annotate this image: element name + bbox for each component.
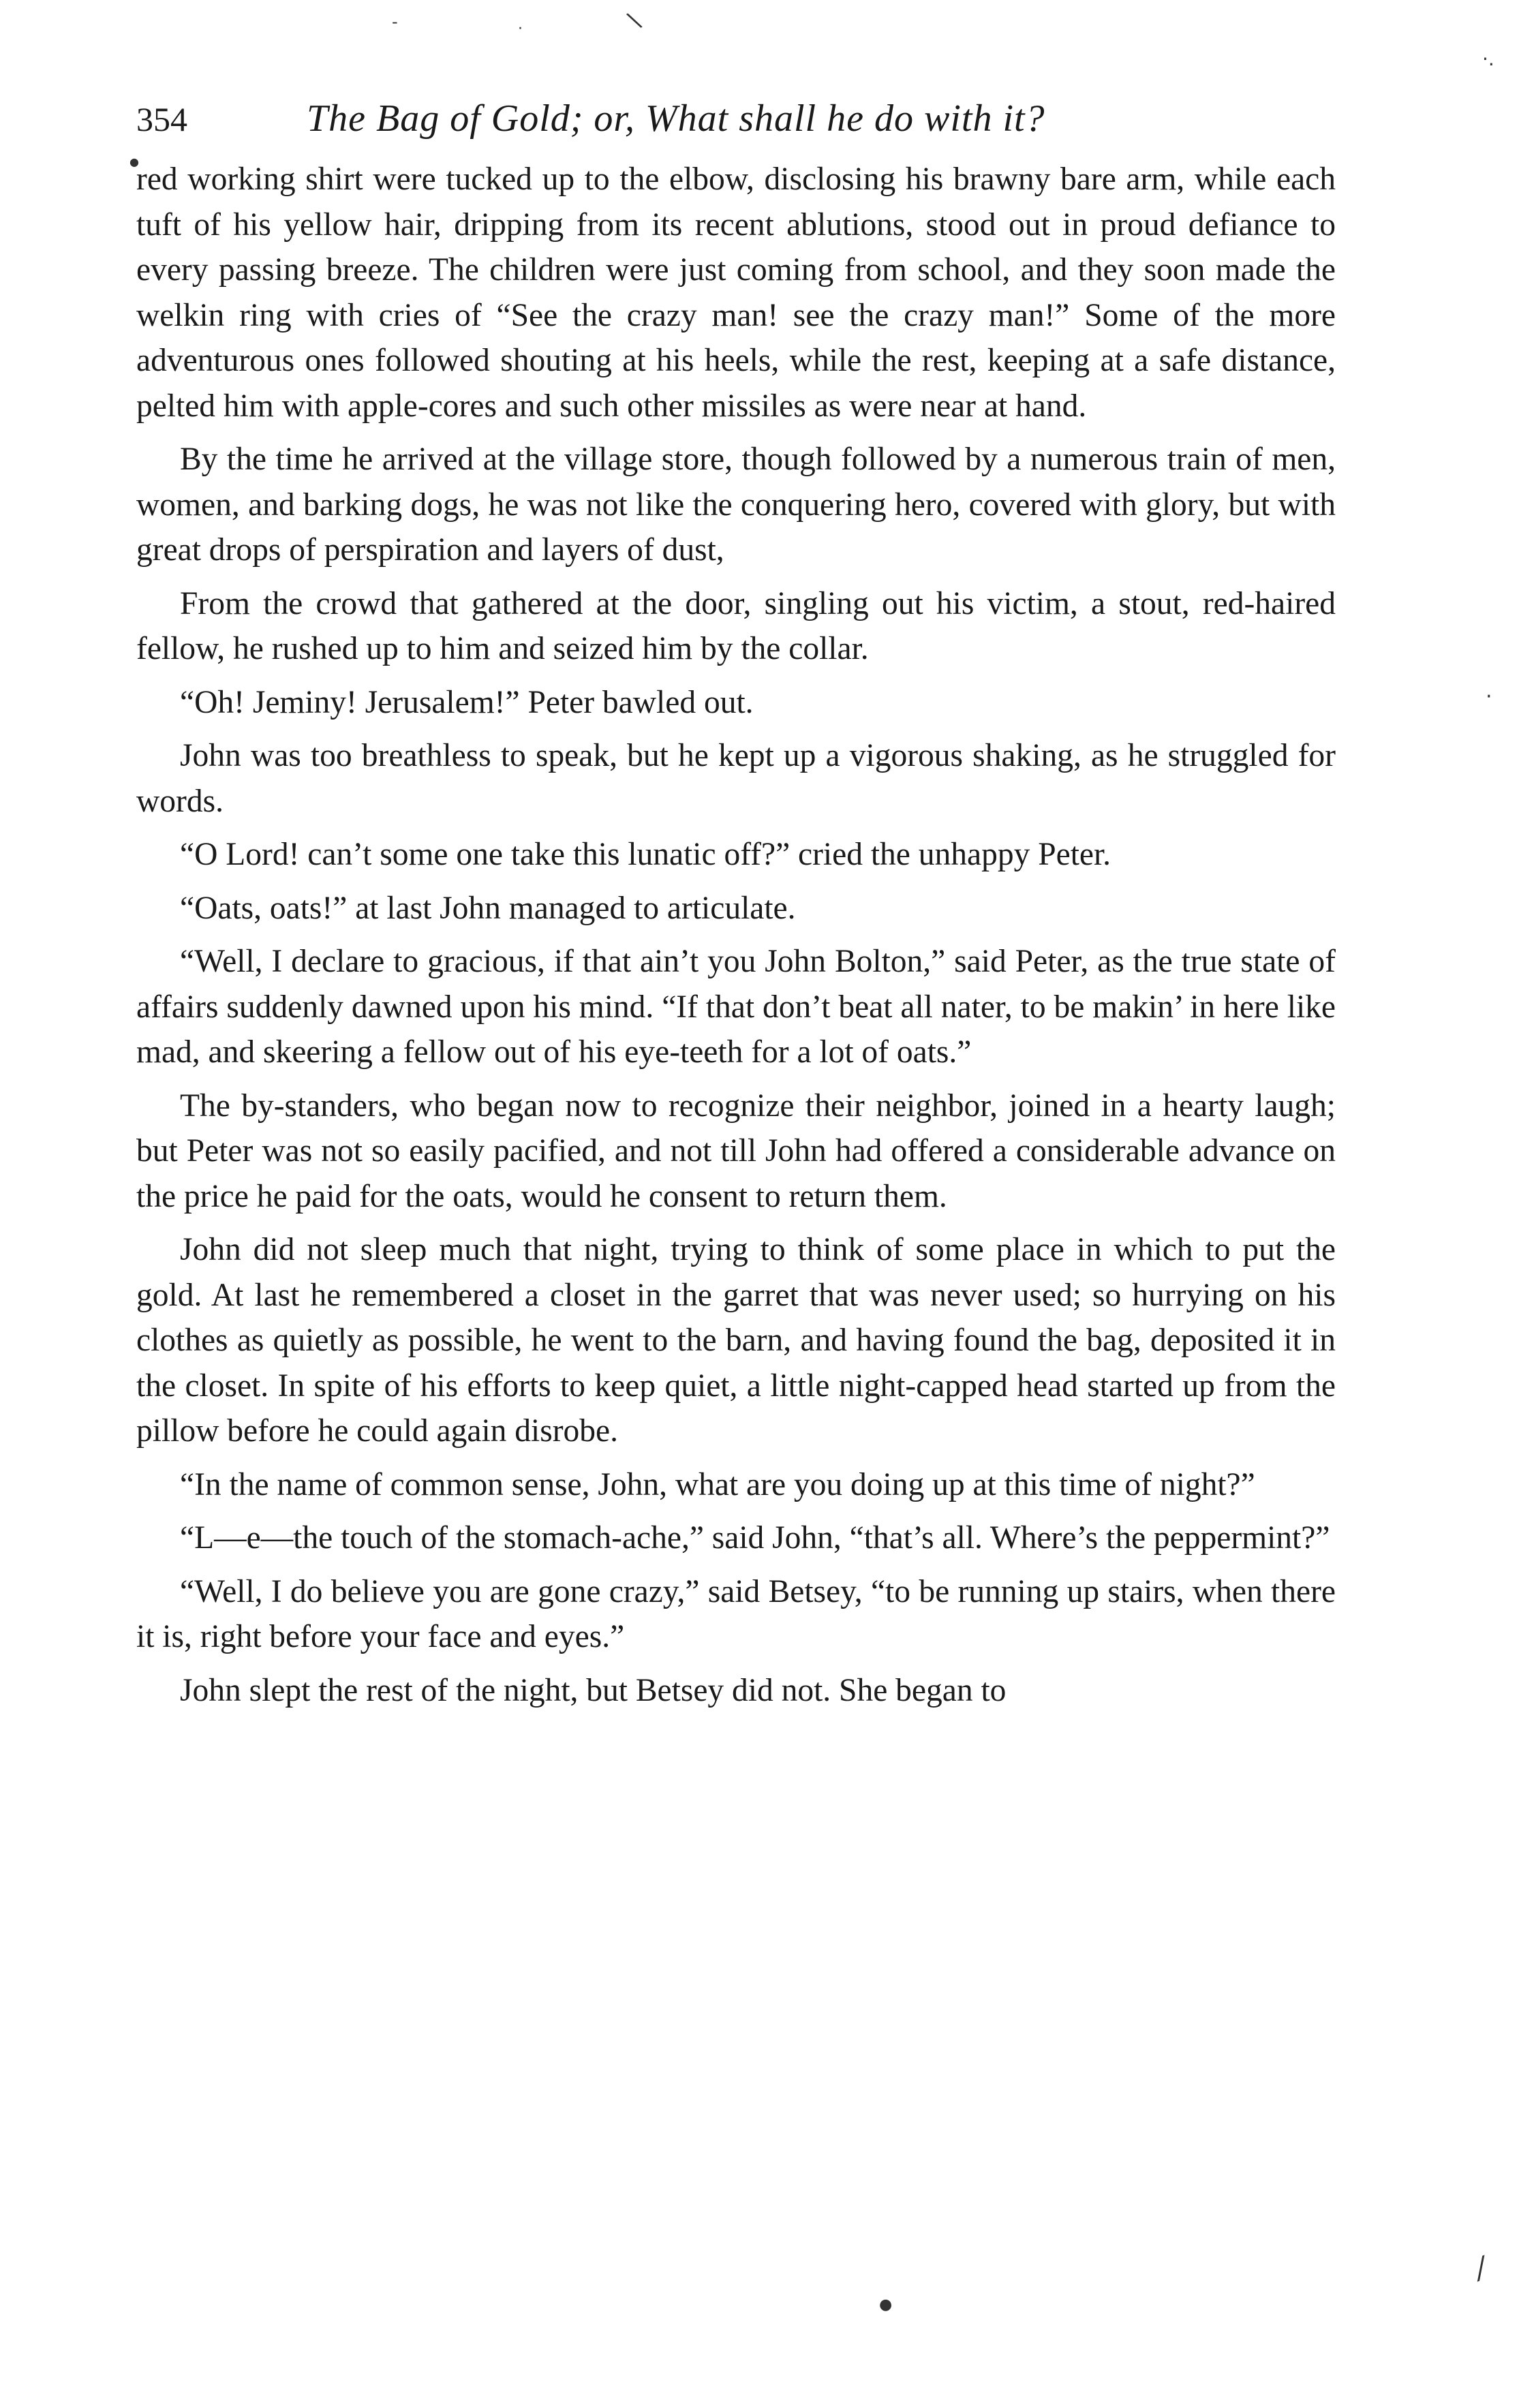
paragraph: “Well, I declare to gracious, if that ain’t you John Bolton,” said Peter, as the true state of affairs suddenly dawned upon his mind. “If that don’t beat all nater, to be makin’ in here like mad, and skeering a fellow out of his eye-teeth for a lot of oats.” [136,944,1336,1070]
paragraph: red working shirt were tucked up to the elbow, disclosing his brawny bare arm, while each tuft of his yellow hair, dripping from its recent ablutions, stood out in proud defiance to every passing breeze. The children were just coming from school, and they soon made the welkin ring with cries of “See the crazy man! see the crazy man!” Some of the more adventurous ones followed shouting at his heels, while the rest, keeping at a safe distance, pelted him with apple-cores and such other missiles as were near at hand. [136,161,1336,424]
paragraph: John did not sleep much that night, trying to think of some place in which to put the gold. At last he remembered a closet in the garret that was never used; so hurrying on his clothes as quietly as possible, he went to the barn, and having found the bag, deposited it in the closet. In spite of his efforts to keep quiet, a little night-capped head started up from the pillow before he could again disrobe. [136,1232,1336,1449]
paragraph: “L—e—the touch of the stomach-ache,” said John, “that’s all. Where’s the peppermint?” [180,1520,1330,1556]
running-title: The Bag of Gold; or, What shall he do with it? [307,97,1045,140]
page-number: 354 [136,100,187,138]
book-page [136,95,1336,1721]
body-text [136,157,1336,1713]
scan-speck: ·. [1482,48,1494,70]
scan-speck: \ [624,6,645,35]
scan-speck: ● [129,155,139,168]
scan-speck: - [392,12,398,31]
paragraph: By the time he arrived at the village store, though followed by a numerous train of men, women, and barking dogs, he was not like the conquering hero, covered with glory, but with great drops of perspiration and layers of dust, [136,442,1336,568]
scan-speck: ⁄ [1473,2252,1490,2287]
paragraph: John was too breathless to speak, but he kept up a vigorous shaking, as he struggled for words. [136,738,1336,819]
scan-speck: · [518,20,523,37]
paragraph: “O Lord! can’t some one take this lunatic off?” cried the unhappy Peter. [180,837,1111,872]
paragraph: John slept the rest of the night, but Betsey did not. She began to [180,1672,1007,1708]
paragraph: From the crowd that gathered at the door, singling out his victim, a stout, red-haired fellow, he rushed up to him and seized him by the collar. [136,585,1336,666]
paragraph: “Oats, oats!” at last John managed to articulate. [180,890,796,926]
paragraph: The by-standers, who began now to recognize their neighbor, joined in a hearty laugh; but Peter was not so easily pacified, and not till John had offered a considerable advance on the price he paid for the oats, would he consent to return them. [136,1087,1336,1214]
scan-speck: · [1486,685,1492,709]
scan-speck: ● [879,2296,893,2313]
paragraph: “In the name of common sense, John, what are you doing up at this time of night?” [180,1466,1255,1502]
page-header [136,95,1336,149]
paragraph: “Oh! Jeminy! Jerusalem!” Peter bawled out. [180,684,754,720]
paragraph: “Well, I do believe you are gone crazy,” said Betsey, “to be running up stairs, when there it is, right before your face and eyes.” [136,1573,1336,1654]
